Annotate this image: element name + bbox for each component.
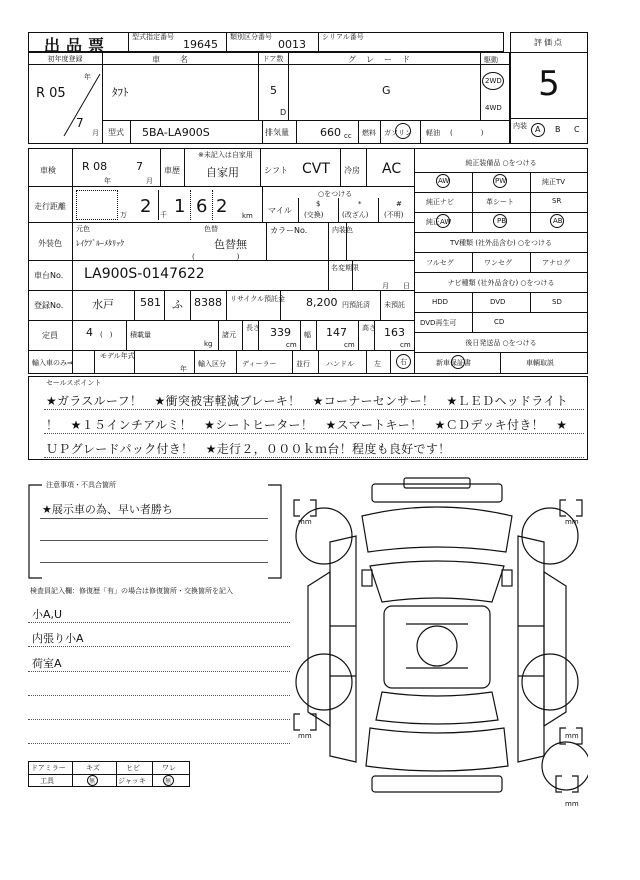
mm-front-right: mm (565, 518, 579, 526)
meter-unknown: (不明) (384, 211, 404, 219)
opt-sr: SR (552, 197, 562, 205)
legend-tool: 工具 (40, 777, 54, 785)
opt-oneseg: ワンセグ (484, 259, 512, 267)
legend-h3: ヒビ (126, 764, 140, 772)
ac: AC (382, 161, 402, 177)
import-cat-label: 輸入区分 (198, 360, 226, 368)
class-no-label: 類別区分番号 (230, 33, 272, 41)
mile: マイル (268, 206, 292, 215)
capacity: 4 (86, 326, 93, 339)
doors: 5 (270, 84, 277, 97)
legend-h2: キズ (86, 764, 100, 772)
door-type: D (280, 108, 287, 117)
type-no-label: 型式指定番号 (132, 33, 174, 41)
right-side (518, 536, 544, 762)
shift-label: シフト (264, 166, 288, 175)
spare-wheel (542, 742, 588, 790)
reg-class: 581 (140, 296, 161, 309)
recycle-label: リサイクル預託金 (230, 295, 286, 303)
opt-genuine-aw: 純正AW (426, 218, 452, 226)
navi-label: ナビ種類 (社外品含む) ○をつける (447, 279, 555, 287)
inspection-month: 7 (136, 160, 143, 173)
interior-b: B (555, 125, 561, 134)
shift: CVT (302, 161, 330, 177)
form-title: 出品票 (44, 36, 111, 55)
doors-label: ドア数 (262, 55, 284, 63)
inspector-line-3: 荷室A (32, 657, 62, 670)
interior-color-label: 内装色 (332, 226, 353, 234)
interior-c: C (574, 125, 580, 134)
glass-roof (417, 626, 457, 666)
model: 5BA-LA900S (142, 126, 210, 139)
mm-spare: mm (565, 800, 579, 808)
orig-color: ﾚｲｸﾌﾞﾙｰﾒﾀﾘｯｸ (76, 239, 124, 248)
later-label: 後日発送品 ○をつける (465, 339, 537, 347)
notes-text: ★展示車の為、早い者勝ち (42, 503, 173, 516)
roof (384, 606, 490, 688)
inspector-label: 検査員記入欄：修復歴「有」の場合は修復箇所・交換箇所を記入 (30, 587, 233, 595)
sales-label: セールスポイント (46, 379, 102, 387)
opt-aw: AW (438, 177, 450, 185)
color-code-label: カラーNo. (270, 226, 308, 235)
ac-label: 冷房 (344, 166, 360, 175)
wheel-rear-left (296, 654, 352, 710)
inspection: R 08 (82, 160, 108, 173)
legend-jack-mark: 無 (165, 778, 172, 785)
notes-bracket (28, 484, 284, 580)
opt-pw: PW (495, 177, 507, 185)
model-label: 型式 (108, 128, 124, 137)
legend-jack: ジャッキ (118, 777, 146, 785)
grade: G (382, 84, 391, 97)
drive-2wd: 2WD (485, 77, 502, 85)
opt-ab: AB (553, 217, 563, 225)
fuel-light-oil: 軽油 (426, 129, 440, 137)
front-bumper (372, 484, 502, 502)
inspector-line-1: 小A,U (32, 608, 63, 621)
handle-label: ハンドル (326, 360, 354, 368)
parallel: 並行 (296, 360, 310, 368)
sales-line-2: ！ ★１５インチアルミ！ ★シートヒーター！ ★スマートキー！ ★ＣＤデッキ付き！ ★ (46, 418, 568, 432)
interior-a: A (535, 125, 541, 134)
mm-front-left: mm (298, 518, 312, 526)
legend-tool-mark: 無 (89, 778, 96, 785)
notes-label: 注意事項・不具合箇所 (46, 481, 116, 489)
opt-cd: CD (494, 318, 505, 326)
history-label: 車歴 (164, 166, 180, 175)
opt-analog: アナログ (542, 259, 570, 267)
opt-dvd-play: DVD再生可 (420, 319, 457, 327)
opt-fullseg: フルセグ (426, 259, 454, 267)
drive-label: 駆動 (484, 56, 498, 64)
mileage-digit-1: 1 (174, 196, 186, 217)
opt-hdd: HDD (432, 298, 449, 306)
tv-label: TV種類 (社外品含む) ○をつける (449, 239, 553, 247)
opt-sd: SD (552, 298, 562, 306)
class-no: 0013 (278, 38, 306, 51)
inspector-line-2: 内張り小A (32, 632, 84, 645)
load-label: 積載量 (130, 331, 151, 339)
reg-kana: ふ (172, 298, 183, 311)
opt-leather: 革シート (486, 198, 514, 206)
mileage-digit-3: 2 (216, 196, 228, 217)
reg-num: 8388 (194, 296, 222, 309)
mileage-digit-2: 6 (196, 196, 208, 217)
color-change: 色替無 (214, 238, 247, 251)
chassis-label: 車台No. (34, 271, 64, 280)
reg-place: 水戸 (92, 298, 114, 311)
recycle: 8,200 (306, 296, 338, 309)
inspection-label: 車検 (40, 166, 56, 175)
displacement-label: 排気量 (265, 128, 289, 137)
legend-h1: ドアミラー (31, 764, 66, 772)
first-reg-year: R 05 (36, 86, 66, 101)
opt-warranty: 新車保証書 (436, 359, 471, 367)
fuel-label: 燃料 (362, 129, 376, 137)
meter-tampered: (改ざん) (342, 211, 369, 219)
displacement: 660 (320, 126, 341, 139)
color-label: 外装色 (38, 239, 62, 248)
rear-hatch (366, 728, 508, 771)
interior-label: 内装 (513, 122, 527, 130)
recycle-not: 未預託 (384, 301, 405, 309)
first-reg-month: 7 (76, 116, 84, 130)
meter-exchange: (交換) (304, 211, 324, 219)
left-side (330, 536, 356, 762)
legend-h4: ワレ (162, 764, 176, 772)
history-note: ※未記入は自家用 (198, 151, 253, 159)
mileage-man: 2 (140, 196, 152, 217)
model-year-label: モデル年式 (100, 352, 135, 360)
opt-genuine-tv: 純正TV (542, 178, 566, 186)
handle-right: 右 (400, 358, 407, 366)
height: 163 (384, 326, 405, 339)
mm-rear-left: mm (298, 732, 312, 740)
drive-4wd: 4WD (485, 104, 502, 112)
serial-label: シリアル番号 (322, 33, 364, 41)
eval-label: 評価点 (534, 38, 564, 47)
chassis: LA900S-0147622 (84, 266, 205, 282)
opt-pb: PB (497, 217, 507, 225)
sales-line-3: ＵＰグレードパック付き！ ★走行２，０００ｋｍ台！程度も良好です！ (46, 442, 451, 456)
windshield (370, 561, 504, 602)
rear-bumper (372, 776, 502, 792)
genuine-label: 純正装備品 ○をつける (465, 159, 537, 167)
fuel-gasoline-circle (395, 123, 411, 139)
first-reg-label: 初年度登録 (47, 55, 83, 63)
car-name: ﾀﾌﾄ (112, 86, 129, 99)
name-change-label: 名変期限 (331, 264, 359, 272)
meter-note: ○をつける (318, 190, 353, 198)
wheel-front-right (522, 508, 578, 564)
mileage-label: 走行距離 (34, 202, 66, 211)
capacity-label: 定員 (42, 331, 58, 340)
dealer: ディーラー (242, 360, 277, 368)
sales-line-1: ★ガラスルーフ！ ★衝突被害軽減ブレーキ！ ★コーナーセンサー！ ★ＬＥＤヘッドライト (46, 394, 568, 408)
wheel-front-left (296, 508, 352, 564)
opt-manual: 車輌取説 (526, 359, 554, 367)
car-diagram (286, 476, 588, 808)
import-label: 輸入車のみ⇒ (32, 359, 73, 367)
wheel-rear-right (522, 654, 578, 710)
car-name-label: 車名 (152, 55, 208, 64)
hood (362, 507, 512, 552)
opt-genuine-navi: 純正ナビ (426, 198, 454, 206)
width: 147 (326, 326, 347, 339)
fuel-gasoline: ガソリン (384, 129, 412, 137)
length: 339 (270, 326, 291, 339)
mm-rear-right: mm (565, 732, 579, 740)
rear-window (376, 692, 498, 724)
type-no: 19645 (183, 38, 218, 51)
handle-left: 左 (374, 360, 381, 368)
history: 自家用 (206, 166, 239, 179)
opt-dvd: DVD (490, 298, 506, 306)
reg-label: 登録No. (34, 301, 64, 310)
dim-label: 諸元 (222, 331, 236, 339)
grade-label: グレード (348, 55, 420, 64)
eval-score: 5 (538, 64, 560, 104)
